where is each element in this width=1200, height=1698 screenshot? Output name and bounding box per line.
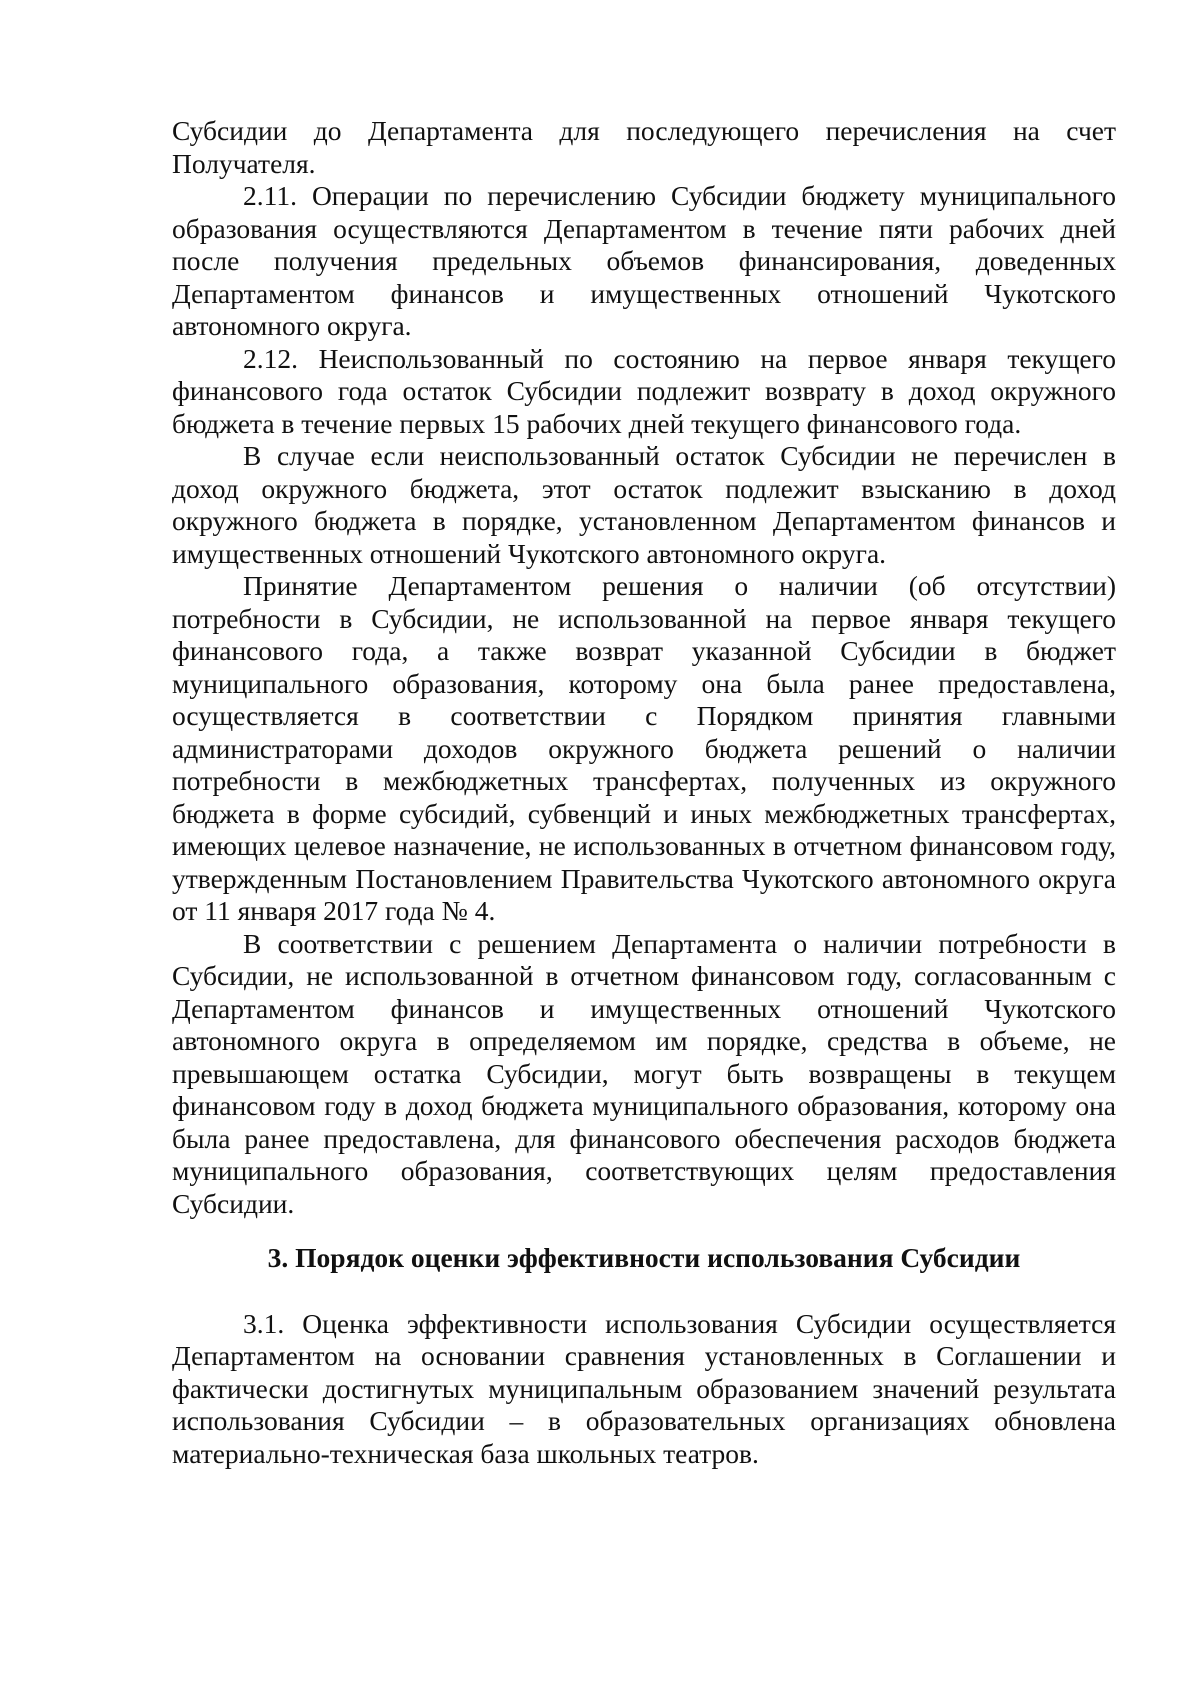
paragraph-2-12: 2.12. Неиспользованный по состоянию на первое января текущего финансового года остаток Субсидии подлежит возврату в доход окружного бюджета в течение первых 15 рабочих дней текущего финансового года. bbox=[172, 342, 1116, 439]
paragraph-return-funds: В соответствии с решением Департамента о наличии потребности в Субсидии, не использованной в отчетном финансовом году, согласованным с Департаментом финансов и имущественных отношений Чукотского автономного округа в определяемом им порядке, средства в объеме, не превышающем остатка Субсидии, могут быть возвращены в текущем финансовом году в доход бюджета муниципального образования, которому она была ранее предоставлена, для финансового обеспечения расходов бюджета муниципального образования, соответствующих целям предоставления Субсидии. bbox=[172, 927, 1116, 1219]
paragraph-unused-balance: В случае если неиспользованный остаток Субсидии не перечислен в доход окружного бюджета, этот остаток подлежит взысканию в доход окружного бюджета в порядке, установленном Департаментом финансов и имущественных отношений Чукотского автономного округа. bbox=[172, 440, 1116, 569]
paragraph-continuation: Субсидии до Департамента для последующего перечисления на счет Получателя. bbox=[172, 115, 1116, 179]
section-3-heading: 3. Порядок оценки эффективности использования Субсидии bbox=[267, 1242, 1021, 1273]
paragraph-3-1: 3.1. Оценка эффективности использования Субсидии осуществляется Департаментом на основании сравнения установленных в Соглашении и фактически достигнутых муниципальным образованием значений результата использования Субсидии – в образовательных организациях обновлена материально-техническая база школьных театров. bbox=[172, 1307, 1116, 1469]
paragraph-decision-need: Принятие Департаментом решения о наличии (об отсутствии) потребности в Субсидии, не использованной на первое января текущего финансового года, а также возврат указанной Субсидии в бюджет муниципального образования, которому она была ранее предоставлена, осуществляется в соответствии с Порядком принятия главными администраторами доходов окружного бюджета решений о наличии потребности в межбюджетных трансфертах, полученных из окружного бюджета в форме субсидий, субвенций и иных межбюджетных трансфертах, имеющих целевое назначение, не использованных в отчетном финансовом году, утвержденным Постановлением Правительства Чукотского автономного округа от 11 января 2017 года № 4. bbox=[172, 570, 1116, 926]
document-page bbox=[172, 115, 1116, 1470]
paragraph-2-11: 2.11. Операции по перечислению Субсидии бюджету муниципального образования осуществляются Департаментом в течение пяти рабочих дней после получения предельных объемов финансирования, доведенных Департаментом финансов и имущественных отношений Чукотского автономного округа. bbox=[172, 180, 1116, 341]
